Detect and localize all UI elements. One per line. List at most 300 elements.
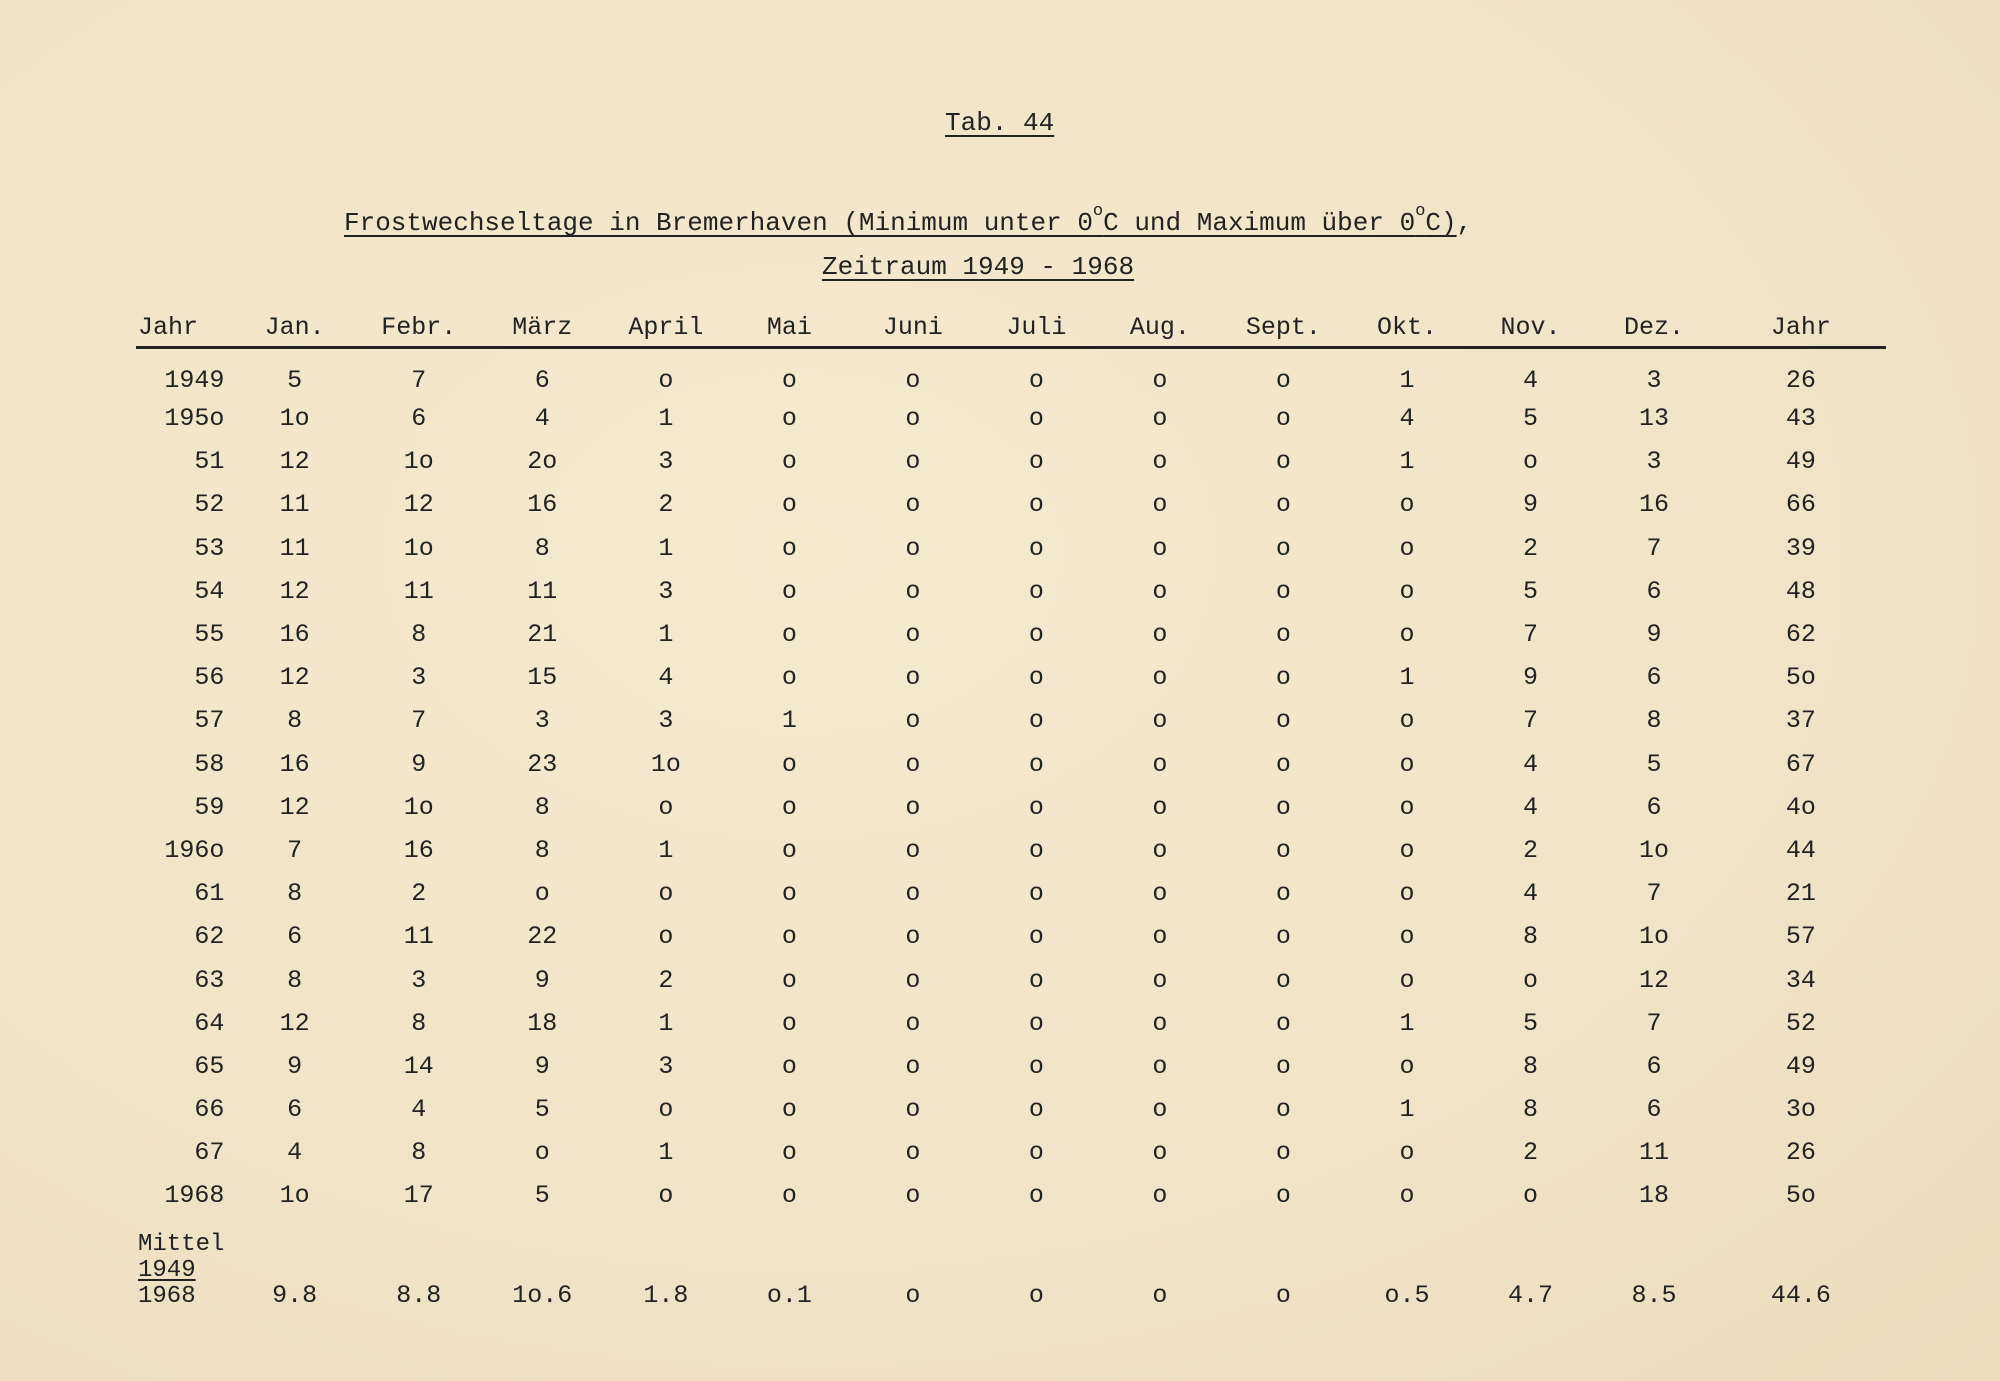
value-cell: 1 bbox=[658, 620, 674, 650]
table-row bbox=[136, 348, 1886, 398]
value-cell: o bbox=[1523, 965, 1539, 995]
value-cell: 2 bbox=[1523, 1138, 1539, 1168]
value-cell: 5 bbox=[1523, 1008, 1539, 1038]
value-cell: 44 bbox=[1785, 835, 1816, 865]
column-header: Dez. bbox=[1592, 308, 1716, 348]
value-cell: 8 bbox=[534, 792, 550, 822]
year-cell: 58 bbox=[194, 749, 225, 779]
value-cell: 21 bbox=[1785, 879, 1816, 909]
table-row bbox=[136, 656, 1886, 699]
value-cell: o bbox=[905, 490, 921, 520]
value-cell: 12 bbox=[279, 663, 310, 693]
value-cell: 17 bbox=[403, 1181, 434, 1211]
mean-value-cell: o bbox=[1152, 1280, 1168, 1310]
value-cell: 4 bbox=[1523, 365, 1539, 395]
mean-value-cell: 4.7 bbox=[1508, 1280, 1554, 1310]
value-cell: o bbox=[1275, 576, 1291, 606]
value-cell: o bbox=[658, 879, 674, 909]
value-cell: o bbox=[1028, 922, 1044, 952]
value-cell: 48 bbox=[1785, 576, 1816, 606]
year-cell: 195o bbox=[164, 404, 225, 434]
value-cell: 11 bbox=[279, 533, 310, 563]
value-cell: 2 bbox=[1523, 533, 1539, 563]
value-cell: 1 bbox=[658, 1138, 674, 1168]
table-header-row bbox=[136, 308, 1886, 348]
year-cell: 61 bbox=[194, 879, 225, 909]
mean-value-cell: o bbox=[1028, 1280, 1044, 1310]
value-cell: 1 bbox=[1399, 1008, 1415, 1038]
value-cell: o bbox=[1399, 792, 1415, 822]
year-cell: 64 bbox=[194, 1008, 225, 1038]
value-cell: 8 bbox=[411, 620, 427, 650]
degree-sign: o bbox=[1415, 202, 1426, 221]
value-cell: o bbox=[1028, 576, 1044, 606]
value-cell: 1 bbox=[1399, 365, 1415, 395]
value-cell: 16 bbox=[279, 749, 310, 779]
value-cell: o bbox=[1028, 879, 1044, 909]
value-cell: 11 bbox=[403, 922, 434, 952]
value-cell: 49 bbox=[1785, 447, 1816, 477]
value-cell: o bbox=[1399, 576, 1415, 606]
value-cell: o bbox=[1028, 1138, 1044, 1168]
year-cell: 55 bbox=[194, 620, 225, 650]
year-cell: 1949 bbox=[164, 365, 225, 395]
value-cell: 9 bbox=[287, 1051, 303, 1081]
value-cell: 16 bbox=[1639, 490, 1670, 520]
value-cell: 1o bbox=[403, 447, 434, 477]
value-cell: 6 bbox=[411, 404, 427, 434]
value-cell: 4 bbox=[411, 1095, 427, 1125]
value-cell: o bbox=[1399, 490, 1415, 520]
column-header: Mai bbox=[728, 308, 851, 348]
value-cell: o bbox=[1275, 1051, 1291, 1081]
mean-period-to: 1968 bbox=[138, 1282, 196, 1310]
value-cell: 23 bbox=[527, 749, 558, 779]
value-cell: 7 bbox=[1646, 533, 1662, 563]
table-row bbox=[136, 1045, 1886, 1088]
degree-sign: o bbox=[1092, 202, 1104, 221]
value-cell: 11 bbox=[527, 576, 558, 606]
value-cell: 1 bbox=[781, 706, 797, 736]
column-header: Febr. bbox=[357, 308, 481, 348]
value-cell: o bbox=[1028, 663, 1044, 693]
value-cell: o bbox=[1152, 404, 1168, 434]
value-cell: 9 bbox=[1523, 490, 1539, 520]
value-cell: 4 bbox=[534, 404, 550, 434]
value-cell: o bbox=[1152, 749, 1168, 779]
value-cell: 8 bbox=[287, 706, 303, 736]
value-cell: 12 bbox=[403, 490, 434, 520]
value-cell: o bbox=[1152, 965, 1168, 995]
value-cell: o bbox=[1399, 965, 1415, 995]
value-cell: o bbox=[1152, 663, 1168, 693]
mean-value-cell: o.1 bbox=[766, 1280, 812, 1310]
frost-days-table bbox=[136, 308, 1886, 1310]
value-cell: o bbox=[781, 447, 797, 477]
year-cell: 52 bbox=[194, 490, 225, 520]
value-cell: o bbox=[1152, 533, 1168, 563]
value-cell: o bbox=[1028, 792, 1044, 822]
title-part-3: C) bbox=[1425, 208, 1457, 238]
value-cell: o bbox=[781, 792, 797, 822]
value-cell: o bbox=[781, 1095, 797, 1125]
value-cell: o bbox=[781, 1138, 797, 1168]
value-cell: o bbox=[905, 965, 921, 995]
value-cell: 18 bbox=[527, 1008, 558, 1038]
value-cell: 8 bbox=[287, 965, 303, 995]
value-cell: o bbox=[658, 1181, 674, 1211]
value-cell: 3 bbox=[1646, 365, 1662, 395]
value-cell: 3 bbox=[1646, 447, 1662, 477]
value-cell: o bbox=[781, 365, 797, 395]
value-cell: o bbox=[905, 404, 921, 434]
value-cell: 1o bbox=[403, 792, 434, 822]
table-row bbox=[136, 440, 1886, 483]
value-cell: 57 bbox=[1785, 922, 1816, 952]
table-row bbox=[136, 872, 1886, 915]
value-cell: 11 bbox=[279, 490, 310, 520]
value-cell: 66 bbox=[1785, 490, 1816, 520]
value-cell: o bbox=[1275, 1008, 1291, 1038]
value-cell: o bbox=[658, 365, 674, 395]
value-cell: 3 bbox=[658, 447, 674, 477]
value-cell: 4 bbox=[1523, 879, 1539, 909]
year-cell: 54 bbox=[194, 576, 225, 606]
value-cell: 7 bbox=[1523, 620, 1539, 650]
value-cell: 62 bbox=[1785, 620, 1816, 650]
value-cell: o bbox=[658, 922, 674, 952]
value-cell: 9 bbox=[534, 1051, 550, 1081]
value-cell: o bbox=[905, 1181, 921, 1211]
value-cell: o bbox=[1399, 922, 1415, 952]
value-cell: o bbox=[1275, 620, 1291, 650]
mean-value-cell: o.5 bbox=[1384, 1280, 1430, 1310]
mean-row bbox=[136, 1218, 1886, 1310]
mean-value-cell: 1o.6 bbox=[512, 1280, 573, 1310]
value-cell: o bbox=[1028, 706, 1044, 736]
value-cell: 11 bbox=[1639, 1138, 1670, 1168]
value-cell: o bbox=[905, 1008, 921, 1038]
table-title bbox=[344, 202, 1634, 238]
value-cell: o bbox=[905, 749, 921, 779]
value-cell: o bbox=[1152, 835, 1168, 865]
table-row bbox=[136, 613, 1886, 656]
year-cell: 63 bbox=[194, 965, 225, 995]
value-cell: 6 bbox=[1646, 1095, 1662, 1125]
table-number: Tab. 44 bbox=[945, 108, 1055, 138]
value-cell: o bbox=[1152, 620, 1168, 650]
value-cell: o bbox=[1028, 620, 1044, 650]
year-cell: 196o bbox=[164, 835, 225, 865]
value-cell: 3 bbox=[534, 706, 550, 736]
column-header: April bbox=[604, 308, 728, 348]
value-cell: 4 bbox=[287, 1138, 303, 1168]
value-cell: 52 bbox=[1785, 1008, 1816, 1038]
value-cell: 22 bbox=[527, 922, 558, 952]
value-cell: 3 bbox=[411, 965, 427, 995]
value-cell: 4 bbox=[1523, 792, 1539, 822]
column-header: Juni bbox=[851, 308, 975, 348]
value-cell: 9 bbox=[1523, 663, 1539, 693]
value-cell: 5o bbox=[1785, 663, 1816, 693]
value-cell: o bbox=[1275, 490, 1291, 520]
table-row bbox=[136, 743, 1886, 786]
value-cell: 14 bbox=[403, 1051, 434, 1081]
value-cell: 8 bbox=[534, 533, 550, 563]
value-cell: o bbox=[1275, 879, 1291, 909]
value-cell: o bbox=[781, 879, 797, 909]
value-cell: 12 bbox=[1639, 965, 1670, 995]
value-cell: o bbox=[1399, 749, 1415, 779]
value-cell: 43 bbox=[1785, 404, 1816, 434]
value-cell: 12 bbox=[279, 792, 310, 822]
value-cell: 26 bbox=[1785, 1138, 1816, 1168]
value-cell: 7 bbox=[287, 835, 303, 865]
column-header: Okt. bbox=[1345, 308, 1469, 348]
value-cell: 11 bbox=[403, 576, 434, 606]
value-cell: o bbox=[1152, 576, 1168, 606]
mean-value-cell: o bbox=[1275, 1280, 1291, 1310]
value-cell: 5 bbox=[534, 1181, 550, 1211]
value-cell: o bbox=[905, 620, 921, 650]
table-body bbox=[136, 348, 1886, 1218]
year-cell: 62 bbox=[194, 922, 225, 952]
value-cell: o bbox=[1152, 1138, 1168, 1168]
value-cell: 5 bbox=[1646, 749, 1662, 779]
value-cell: 16 bbox=[403, 835, 434, 865]
value-cell: 5 bbox=[1523, 404, 1539, 434]
value-cell: o bbox=[1152, 447, 1168, 477]
column-header: Jan. bbox=[232, 308, 357, 348]
value-cell: o bbox=[1028, 490, 1044, 520]
value-cell: 6 bbox=[287, 1095, 303, 1125]
value-cell: 9 bbox=[411, 749, 427, 779]
value-cell: 8 bbox=[1523, 1051, 1539, 1081]
column-header: März bbox=[481, 308, 605, 348]
value-cell: o bbox=[1275, 365, 1291, 395]
value-cell: o bbox=[1152, 1051, 1168, 1081]
value-cell: 16 bbox=[279, 620, 310, 650]
table-subtitle: Zeitraum 1949 - 1968 bbox=[822, 252, 1135, 282]
value-cell: o bbox=[905, 792, 921, 822]
value-cell: 34 bbox=[1785, 965, 1816, 995]
value-cell: o bbox=[534, 1138, 550, 1168]
value-cell: o bbox=[905, 879, 921, 909]
value-cell: o bbox=[781, 490, 797, 520]
value-cell: 13 bbox=[1639, 404, 1670, 434]
value-cell: o bbox=[1028, 1051, 1044, 1081]
column-header: Nov. bbox=[1469, 308, 1593, 348]
value-cell: o bbox=[1152, 706, 1168, 736]
value-cell: o bbox=[658, 792, 674, 822]
year-cell: 67 bbox=[194, 1138, 225, 1168]
value-cell: 67 bbox=[1785, 749, 1816, 779]
year-cell: 66 bbox=[194, 1095, 225, 1125]
value-cell: 4 bbox=[1399, 404, 1415, 434]
value-cell: 7 bbox=[411, 706, 427, 736]
value-cell: o bbox=[781, 922, 797, 952]
year-cell: 1968 bbox=[164, 1181, 225, 1211]
table-row bbox=[136, 786, 1886, 829]
value-cell: o bbox=[1275, 663, 1291, 693]
value-cell: o bbox=[1028, 1181, 1044, 1211]
value-cell: 49 bbox=[1785, 1051, 1816, 1081]
value-cell: o bbox=[1275, 922, 1291, 952]
value-cell: o bbox=[1152, 1095, 1168, 1125]
value-cell: 3o bbox=[1785, 1095, 1816, 1125]
table-row bbox=[136, 958, 1886, 1001]
value-cell: 1o bbox=[279, 1181, 310, 1211]
value-cell: 3 bbox=[658, 706, 674, 736]
table-row bbox=[136, 699, 1886, 742]
value-cell: o bbox=[781, 1051, 797, 1081]
value-cell: o bbox=[1399, 620, 1415, 650]
value-cell: o bbox=[781, 576, 797, 606]
value-cell: 3 bbox=[658, 1051, 674, 1081]
value-cell: 12 bbox=[279, 447, 310, 477]
value-cell: 3 bbox=[658, 576, 674, 606]
value-cell: 6 bbox=[1646, 663, 1662, 693]
value-cell: o bbox=[905, 1051, 921, 1081]
value-cell: 2 bbox=[658, 490, 674, 520]
value-cell: o bbox=[1523, 1181, 1539, 1211]
table-row bbox=[136, 1002, 1886, 1045]
value-cell: o bbox=[1275, 835, 1291, 865]
value-cell: 8 bbox=[287, 879, 303, 909]
value-cell: 12 bbox=[279, 1008, 310, 1038]
value-cell: 2 bbox=[411, 879, 427, 909]
value-cell: 7 bbox=[1646, 879, 1662, 909]
value-cell: 12 bbox=[279, 576, 310, 606]
value-cell: o bbox=[905, 365, 921, 395]
table-row bbox=[136, 483, 1886, 526]
value-cell: 7 bbox=[411, 365, 427, 395]
value-cell: 6 bbox=[1646, 1051, 1662, 1081]
value-cell: o bbox=[1028, 965, 1044, 995]
mean-value-cell: 8.5 bbox=[1631, 1280, 1677, 1310]
value-cell: 5 bbox=[534, 1095, 550, 1125]
mean-value-cell: o bbox=[905, 1280, 921, 1310]
value-cell: o bbox=[781, 835, 797, 865]
value-cell: 37 bbox=[1785, 706, 1816, 736]
value-cell: 6 bbox=[1646, 792, 1662, 822]
column-header: Sept. bbox=[1222, 308, 1346, 348]
value-cell: o bbox=[1399, 533, 1415, 563]
value-cell: 9 bbox=[1646, 620, 1662, 650]
column-header: Juli bbox=[975, 308, 1099, 348]
value-cell: 7 bbox=[1523, 706, 1539, 736]
year-cell: 56 bbox=[194, 663, 225, 693]
table-row bbox=[136, 1131, 1886, 1174]
value-cell: o bbox=[1152, 879, 1168, 909]
column-header: Jahr bbox=[136, 308, 232, 348]
value-cell: o bbox=[1152, 1008, 1168, 1038]
value-cell: 3 bbox=[411, 663, 427, 693]
title-part-2: C und Maximum über 0 bbox=[1103, 208, 1416, 238]
value-cell: 5 bbox=[1523, 576, 1539, 606]
value-cell: 6 bbox=[1646, 576, 1662, 606]
value-cell: 2 bbox=[1523, 835, 1539, 865]
value-cell: o bbox=[1028, 533, 1044, 563]
value-cell: 8 bbox=[1646, 706, 1662, 736]
value-cell: o bbox=[1152, 922, 1168, 952]
value-cell: 18 bbox=[1639, 1181, 1670, 1211]
value-cell: o bbox=[781, 663, 797, 693]
value-cell: o bbox=[1399, 835, 1415, 865]
value-cell: o bbox=[1399, 1181, 1415, 1211]
mean-value-cell: 44.6 bbox=[1770, 1280, 1831, 1310]
value-cell: o bbox=[1275, 749, 1291, 779]
value-cell: 5 bbox=[287, 365, 303, 395]
value-cell: 9 bbox=[534, 965, 550, 995]
value-cell: o bbox=[1275, 965, 1291, 995]
value-cell: 1o bbox=[650, 749, 681, 779]
year-cell: 57 bbox=[194, 706, 225, 736]
value-cell: o bbox=[1399, 706, 1415, 736]
value-cell: o bbox=[905, 576, 921, 606]
value-cell: o bbox=[781, 1181, 797, 1211]
value-cell: 1 bbox=[658, 404, 674, 434]
value-cell: 1 bbox=[1399, 1095, 1415, 1125]
value-cell: 4o bbox=[1785, 792, 1816, 822]
value-cell: 1o bbox=[1639, 922, 1670, 952]
table-row bbox=[136, 1174, 1886, 1217]
value-cell: o bbox=[658, 1095, 674, 1125]
mean-period-from: 1949 bbox=[138, 1256, 196, 1284]
value-cell: 7 bbox=[1646, 1008, 1662, 1038]
value-cell: 1o bbox=[279, 404, 310, 434]
value-cell: o bbox=[1275, 792, 1291, 822]
value-cell: 21 bbox=[527, 620, 558, 650]
value-cell: o bbox=[781, 533, 797, 563]
value-cell: o bbox=[1399, 1051, 1415, 1081]
value-cell: 1 bbox=[658, 533, 674, 563]
mean-value-cell: 9.8 bbox=[272, 1280, 318, 1310]
value-cell: o bbox=[1399, 879, 1415, 909]
mean-value-cell: 8.8 bbox=[396, 1280, 442, 1310]
value-cell: 16 bbox=[527, 490, 558, 520]
year-cell: 51 bbox=[194, 447, 225, 477]
value-cell: o bbox=[1275, 533, 1291, 563]
value-cell: o bbox=[905, 1138, 921, 1168]
value-cell: o bbox=[1275, 447, 1291, 477]
year-cell: 59 bbox=[194, 792, 225, 822]
value-cell: 1 bbox=[658, 835, 674, 865]
value-cell: o bbox=[1028, 1095, 1044, 1125]
value-cell: 15 bbox=[527, 663, 558, 693]
value-cell: o bbox=[781, 749, 797, 779]
value-cell: o bbox=[905, 447, 921, 477]
title-part-1: Frostwechseltage in Bremerhaven (Minimum unter 0 bbox=[344, 208, 1093, 238]
value-cell: o bbox=[905, 533, 921, 563]
value-cell: 8 bbox=[1523, 922, 1539, 952]
value-cell: o bbox=[1275, 1181, 1291, 1211]
column-header: Jahr bbox=[1716, 308, 1886, 348]
value-cell: 4 bbox=[1523, 749, 1539, 779]
value-cell: o bbox=[1275, 404, 1291, 434]
value-cell: 1o bbox=[403, 533, 434, 563]
value-cell: o bbox=[905, 1095, 921, 1125]
value-cell: 8 bbox=[534, 835, 550, 865]
value-cell: 5o bbox=[1785, 1181, 1816, 1211]
value-cell: o bbox=[1028, 835, 1044, 865]
value-cell: o bbox=[1152, 792, 1168, 822]
value-cell: o bbox=[781, 1008, 797, 1038]
table-row bbox=[136, 570, 1886, 613]
year-cell: 65 bbox=[194, 1051, 225, 1081]
table-row bbox=[136, 829, 1886, 872]
value-cell: o bbox=[534, 879, 550, 909]
